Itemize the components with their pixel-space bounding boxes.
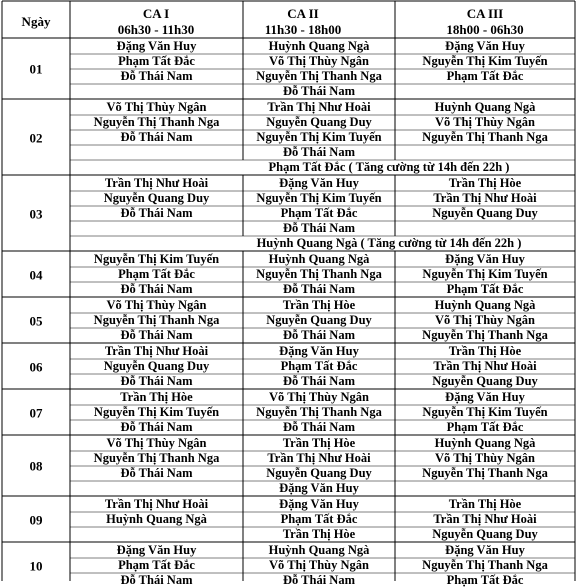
day-08-ca2-person: Trần Thị Hòe bbox=[282, 436, 356, 450]
day-04-ca2-person: Đỗ Thái Nam bbox=[282, 282, 356, 296]
day-01-ca1-person: Đặng Văn Huy bbox=[116, 39, 197, 53]
day-01-ca1-person: Phạm Tất Đắc bbox=[118, 54, 195, 68]
day-05-ca2-person: Nguyễn Quang Duy bbox=[266, 313, 372, 327]
day-08-ca2-person: Nguyễn Quang Duy bbox=[266, 466, 372, 480]
day-07-ca1-person: Nguyễn Thị Kim Tuyến bbox=[93, 405, 220, 419]
day-01-ca2-person: Đỗ Thái Nam bbox=[282, 84, 356, 98]
day-07-ca3-person: Nguyễn Thị Kim Tuyến bbox=[422, 405, 548, 419]
day-06-ca2-person: Phạm Tất Đắc bbox=[280, 359, 358, 373]
day-07-ca3-person: Phạm Tất Đắc bbox=[446, 420, 524, 434]
day-label-03: 03 bbox=[29, 206, 43, 221]
day-01-ca1-person: Đỗ Thái Nam bbox=[120, 69, 193, 83]
day-09-ca3-person: Trần Thị Như Hoài bbox=[433, 512, 537, 526]
day-08-ca3-person: Võ Thị Thùy Ngân bbox=[435, 451, 535, 465]
day-08-ca3-person: Nguyễn Thị Thanh Nga bbox=[422, 466, 548, 480]
day-06-ca1-person: Nguyễn Quang Duy bbox=[103, 359, 210, 373]
header-shift-2-time: 11h30 - 18h00 bbox=[264, 22, 342, 37]
day-03-ca1-person: Trần Thị Như Hoài bbox=[104, 176, 209, 190]
day-04-ca3-person: Đặng Văn Huy bbox=[445, 252, 525, 266]
day-04-ca2-person: Huỳnh Quang Ngà bbox=[268, 252, 370, 266]
day-01-ca2-person: Võ Thị Thùy Ngân bbox=[269, 54, 369, 68]
day-07-ca3-person: Đặng Văn Huy bbox=[445, 390, 525, 404]
day-03-ca3-person: Nguyễn Quang Duy bbox=[432, 206, 538, 220]
day-03-ca3-person: Trần Thị Hòe bbox=[448, 176, 522, 190]
day-10-ca1-person: Phạm Tất Đắc bbox=[118, 558, 195, 572]
day-09-ca2-person: Đặng Văn Huy bbox=[279, 497, 359, 511]
day-04-ca3-person: Phạm Tất Đắc bbox=[446, 282, 524, 296]
day-02-ca2-person: Nguyễn Thị Kim Tuyến bbox=[256, 130, 382, 144]
day-08-ca2-person: Trần Thị Như Hoài bbox=[267, 451, 371, 465]
day-01-ca2-person: Nguyễn Thị Thanh Nga bbox=[256, 69, 382, 83]
day-01-ca3-person: Đặng Văn Huy bbox=[445, 39, 525, 53]
day-label-07: 07 bbox=[29, 405, 43, 420]
header-shift-1-time: 06h30 - 11h30 bbox=[117, 22, 195, 37]
header-day-label: Ngày bbox=[21, 14, 51, 29]
header-shift-3-time: 18h00 - 06h30 bbox=[446, 22, 524, 37]
day-03-ca1-person: Nguyễn Quang Duy bbox=[103, 191, 210, 205]
day-03-reinforcement-note: Huỳnh Quang Ngà ( Tăng cường từ 14h đến 22h ) bbox=[256, 236, 522, 250]
day-10-ca1-person: Đỗ Thái Nam bbox=[120, 573, 193, 587]
header-shift-1-name: CA I bbox=[142, 6, 170, 21]
day-06-ca2-person: Đặng Văn Huy bbox=[279, 344, 359, 358]
day-10-ca3-person: Phạm Tất Đắc bbox=[446, 573, 524, 587]
day-05-ca2-person: Đỗ Thái Nam bbox=[282, 328, 356, 342]
day-01-ca3-person: Phạm Tất Đắc bbox=[446, 69, 524, 83]
day-04-ca1-person: Nguyễn Thị Kim Tuyến bbox=[93, 252, 220, 266]
day-03-ca2-person: Đỗ Thái Nam bbox=[282, 221, 356, 235]
day-04-ca2-person: Nguyễn Thị Thanh Nga bbox=[256, 267, 382, 281]
day-07-ca1-person: Đỗ Thái Nam bbox=[120, 420, 193, 434]
day-08-ca2-person: Đặng Văn Huy bbox=[279, 481, 359, 495]
day-02-ca1-person: Nguyễn Thị Thanh Nga bbox=[93, 115, 220, 129]
day-10-ca1-person: Đặng Văn Huy bbox=[116, 543, 197, 557]
day-03-ca1-person: Đỗ Thái Nam bbox=[120, 206, 193, 220]
day-02-ca1-person: Võ Thị Thùy Ngân bbox=[106, 100, 207, 114]
day-08-ca1-person: Võ Thị Thùy Ngân bbox=[106, 436, 207, 450]
day-07-ca2-person: Nguyễn Thị Thanh Nga bbox=[256, 405, 382, 419]
header-shift-2-name: CA II bbox=[287, 6, 319, 21]
day-label-05: 05 bbox=[29, 313, 43, 328]
day-08-ca1-person: Đỗ Thái Nam bbox=[120, 466, 193, 480]
day-05-ca3-person: Huỳnh Quang Ngà bbox=[434, 298, 536, 312]
day-05-ca3-person: Võ Thị Thùy Ngân bbox=[435, 313, 535, 327]
day-03-ca2-person: Nguyễn Thị Kim Tuyến bbox=[256, 191, 382, 205]
day-03-ca2-person: Đặng Văn Huy bbox=[279, 176, 359, 190]
day-09-ca3-person: Trần Thị Hòe bbox=[448, 497, 522, 511]
day-10-ca2-person: Võ Thị Thùy Ngân bbox=[269, 558, 369, 572]
day-label-10: 10 bbox=[29, 558, 43, 573]
day-03-ca3-person: Trần Thị Như Hoài bbox=[433, 191, 537, 205]
day-06-ca3-person: Nguyễn Quang Duy bbox=[432, 374, 538, 388]
day-06-ca1-person: Trần Thị Như Hoài bbox=[104, 344, 209, 358]
day-05-ca3-person: Nguyễn Thị Thanh Nga bbox=[422, 328, 548, 342]
day-10-ca3-person: Đặng Văn Huy bbox=[445, 543, 525, 557]
day-07-ca1-person: Trần Thị Hòe bbox=[120, 390, 193, 404]
day-02-ca2-person: Đỗ Thái Nam bbox=[282, 145, 356, 159]
day-05-ca1-person: Võ Thị Thùy Ngân bbox=[106, 298, 207, 312]
day-05-ca1-person: Đỗ Thái Nam bbox=[120, 328, 193, 342]
day-06-ca3-person: Trần Thị Như Hoài bbox=[433, 359, 537, 373]
day-09-ca1-person: Huỳnh Quang Ngà bbox=[106, 512, 207, 526]
day-04-ca1-person: Phạm Tất Đắc bbox=[118, 267, 195, 281]
day-label-04: 04 bbox=[29, 267, 43, 282]
day-02-ca2-person: Nguyễn Quang Duy bbox=[266, 115, 372, 129]
day-10-ca3-person: Nguyễn Thị Thanh Nga bbox=[422, 558, 548, 572]
day-09-ca1-person: Trần Thị Như Hoài bbox=[104, 497, 209, 511]
day-03-ca2-person: Phạm Tất Đắc bbox=[280, 206, 358, 220]
day-09-ca3-person: Nguyễn Quang Duy bbox=[432, 527, 538, 541]
day-02-reinforcement-note: Phạm Tất Đắc ( Tăng cường từ 14h đến 22h ) bbox=[268, 160, 510, 174]
day-05-ca2-person: Trần Thị Hòe bbox=[282, 298, 356, 312]
day-05-ca1-person: Nguyễn Thị Thanh Nga bbox=[93, 313, 220, 327]
day-04-ca3-person: Nguyễn Thị Kim Tuyến bbox=[422, 267, 548, 281]
day-01-ca3-person: Nguyễn Thị Kim Tuyến bbox=[422, 54, 548, 68]
day-02-ca3-person: Huỳnh Quang Ngà bbox=[434, 100, 536, 114]
day-06-ca3-person: Trần Thị Hòe bbox=[448, 344, 522, 358]
day-09-ca2-person: Trần Thị Hòe bbox=[282, 527, 356, 541]
day-label-02: 02 bbox=[29, 130, 43, 145]
day-07-ca2-person: Võ Thị Thùy Ngân bbox=[269, 390, 369, 404]
day-01-ca2-person: Huỳnh Quang Ngà bbox=[268, 39, 370, 53]
day-label-06: 06 bbox=[29, 359, 43, 374]
day-10-ca2-person: Đỗ Thái Nam bbox=[282, 573, 356, 587]
header-shift-3-name: CA III bbox=[466, 6, 504, 21]
day-08-ca3-person: Huỳnh Quang Ngà bbox=[434, 436, 536, 450]
day-10-ca2-person: Huỳnh Quang Ngà bbox=[268, 543, 370, 557]
day-07-ca2-person: Đỗ Thái Nam bbox=[282, 420, 356, 434]
day-06-ca2-person: Đỗ Thái Nam bbox=[282, 374, 356, 388]
day-label-09: 09 bbox=[29, 512, 43, 527]
day-02-ca2-person: Trần Thị Như Hoài bbox=[267, 100, 371, 114]
day-04-ca1-person: Đỗ Thái Nam bbox=[120, 282, 193, 296]
day-label-08: 08 bbox=[29, 458, 43, 474]
day-02-ca1-person: Đỗ Thái Nam bbox=[120, 130, 193, 144]
day-02-ca3-person: Nguyễn Thị Thanh Nga bbox=[422, 130, 548, 144]
day-02-ca3-person: Võ Thị Thùy Ngân bbox=[435, 115, 535, 129]
day-09-ca2-person: Phạm Tất Đắc bbox=[280, 512, 358, 526]
day-label-01: 01 bbox=[29, 61, 43, 77]
day-08-ca1-person: Nguyễn Thị Thanh Nga bbox=[93, 451, 220, 465]
day-06-ca1-person: Đỗ Thái Nam bbox=[120, 374, 193, 388]
